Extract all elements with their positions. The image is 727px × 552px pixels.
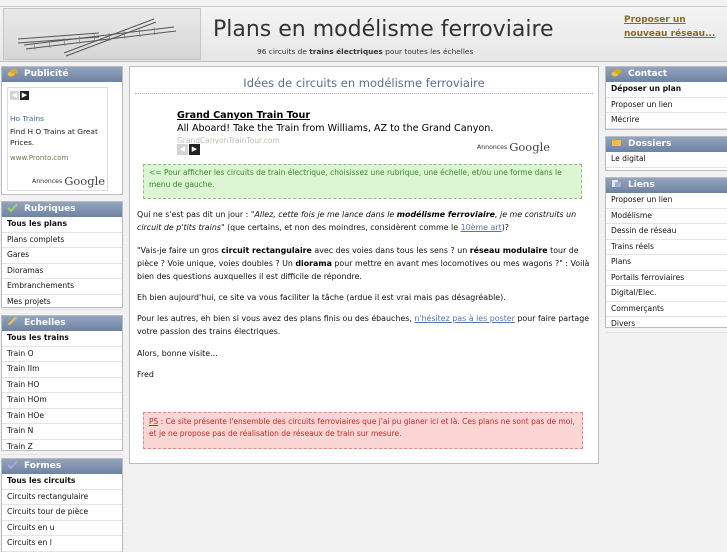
p2-text-e: tour de pièce ? Voie unique, voies doubles ? Un — [137, 246, 579, 268]
formes-header — [2, 459, 122, 474]
p1-text-f: )? — [501, 222, 509, 232]
greeting-paragraph: Alors, bonne visite... — [137, 349, 218, 358]
signature: Fred — [137, 370, 154, 379]
coins-icon — [611, 68, 622, 77]
next-arrow-icon[interactable]: ▶ — [189, 144, 200, 155]
echelles-item[interactable]: Train IIm — [2, 362, 122, 378]
main-ad-title[interactable]: Grand Canyon Train Tour — [177, 110, 311, 121]
ads-by-google[interactable] — [477, 140, 550, 154]
main-ad-nav — [177, 144, 201, 155]
p1-text-b: Allez, cette fois je me lance dans le — [254, 210, 397, 219]
site-logo[interactable] — [3, 8, 201, 60]
p2-text-d: réseau modulaire — [469, 246, 548, 255]
p4-text-a: Pour les autres, eh bien si vous avez des plans finis ou des ébauches, — [137, 314, 415, 323]
site-title: Plans en modélisme ferroviaire — [213, 17, 554, 42]
p2-text-c: avec des voies dans tous les sens ? un — [311, 246, 470, 255]
p1-text-a: Qui ne s'est pas dit un jour : " — [137, 210, 255, 219]
formes-title: Formes — [24, 461, 62, 471]
rubriques-title: Rubriques — [24, 204, 76, 214]
p2-text-g: pour mettre en avant mes locomotives ou mes wagons ?" : Voilà bien des questions auxquelles il est difficile de répondre. — [137, 258, 590, 281]
share-paragraph — [137, 313, 592, 339]
contact-box — [605, 66, 727, 130]
title-divider — [135, 93, 593, 94]
ps-label: PS — [149, 417, 159, 426]
tenth-art-link[interactable]: 10ème art — [460, 222, 502, 232]
echelles-item[interactable]: Train O — [2, 347, 122, 363]
echelles-item[interactable]: Train Z — [2, 440, 122, 456]
contact-header — [606, 67, 727, 82]
info-message: <= Pour afficher les circuits de train électrique, choisissez une rubrique, une échelle, et/ou une forme dans le menu de gauche. — [143, 164, 582, 199]
formes-list — [2, 474, 122, 552]
rubriques-item[interactable]: Tous les plans — [2, 217, 122, 233]
liens-item[interactable]: Modélisme — [606, 209, 727, 225]
train-track-logo-icon — [4, 9, 200, 59]
pencil-icon — [7, 317, 18, 326]
liens-item[interactable]: Dessin de réseau — [606, 224, 727, 240]
site-subtitle — [257, 47, 473, 56]
liens-item[interactable]: Proposer un lien — [606, 193, 727, 209]
publicite-box — [1, 66, 123, 195]
contact-item[interactable]: Proposer un lien — [606, 98, 727, 114]
rubriques-item[interactable]: Mes projets — [2, 295, 122, 311]
contact-item[interactable]: Mécrire — [606, 113, 727, 129]
page-title: Idées de circuits en modélisme ferroviaire — [243, 76, 485, 90]
formes-item[interactable]: Circuits en u — [2, 521, 122, 537]
coins-icon — [7, 68, 18, 77]
left-ad-url[interactable]: www.Pronto.com — [10, 154, 69, 162]
rubriques-item[interactable]: Embranchements — [2, 279, 122, 295]
dossiers-box — [605, 136, 727, 171]
echelles-title: Echelles — [24, 318, 66, 328]
rubriques-box — [1, 201, 123, 308]
main-content — [129, 66, 599, 464]
main-ad-text[interactable]: All Aboard! Take the Train from Williams, AZ to the Grand Canyon. — [177, 123, 494, 134]
check-icon — [7, 203, 18, 212]
left-ad-title[interactable]: Ho Trains — [10, 114, 45, 123]
echelles-box — [1, 315, 123, 451]
dossiers-item[interactable]: Le digital — [606, 152, 727, 168]
echelles-item[interactable]: Tous les trains — [2, 331, 122, 347]
rubriques-list — [2, 217, 122, 310]
p2-text-b: circuit rectangulaire — [221, 246, 312, 255]
contact-item[interactable]: Déposer un plan — [606, 82, 727, 98]
formes-item[interactable]: Tous les circuits — [2, 474, 122, 490]
left-ad-text[interactable]: Find H O Trains at Great Prices. — [10, 127, 98, 147]
echelles-item[interactable]: Train HOm — [2, 393, 122, 409]
liens-list — [606, 193, 727, 333]
liens-title: Liens — [628, 180, 655, 190]
liens-box — [605, 177, 727, 328]
post-plans-link[interactable]: n'hésitez pas à les poster — [414, 314, 515, 323]
google-logo: Google — [64, 174, 106, 188]
contact-list — [606, 82, 727, 129]
publicite-title: Publicité — [24, 69, 69, 79]
formes-item[interactable]: Circuits tour de pièce — [2, 505, 122, 521]
prev-arrow-icon[interactable]: ◀ — [177, 144, 188, 155]
main-ad-url[interactable]: GrandCanyonTrainTour.com — [177, 136, 280, 144]
ad-nav — [10, 91, 30, 100]
formes-item[interactable]: Circuits en l — [2, 536, 122, 552]
contact-title: Contact — [628, 69, 668, 79]
liens-header — [606, 178, 727, 193]
rubriques-item[interactable]: Dioramas — [2, 264, 122, 280]
p4-text-b: pour faire partage votre passion des trains électriques. — [137, 314, 590, 336]
liens-item[interactable]: Plans — [606, 255, 727, 271]
site-header — [0, 6, 727, 62]
rubriques-header — [2, 202, 122, 217]
ads-by-label: Annonces — [477, 144, 508, 151]
p1-text-d: , je me construits un circuit de p'tits trains — [137, 210, 577, 232]
subtitle-pre: 96 circuits de — [257, 47, 310, 56]
liens-item[interactable]: Trains réels — [606, 240, 727, 256]
echelles-item[interactable]: Train HOe — [2, 409, 122, 425]
google-logo: Google — [509, 140, 551, 154]
liens-item[interactable]: Divers — [606, 317, 727, 333]
publicite-header — [2, 67, 122, 82]
ads-by-label: Annonces — [32, 178, 63, 185]
intro-paragraph — [137, 209, 592, 235]
propose-link-line1: Proposer un — [624, 15, 686, 25]
subtitle-post: pour toutes les échelles — [382, 47, 474, 56]
disclaimer-text: : Ce site présente l'ensemble des circuits ferroviaires que j'ai pu glaner ici et là. Ces plans ne sont pas de moi, et je ne propose pas de réalisation de réseaux de train sur mesure. — [149, 417, 575, 438]
liens-item[interactable]: Digital/Elec. — [606, 286, 727, 302]
liens-item[interactable]: Portails ferroviaires — [606, 271, 727, 287]
prev-arrow-icon[interactable]: ◀ — [11, 91, 18, 99]
echelles-list — [2, 331, 122, 455]
help-paragraph: Eh bien aujourd'hui, ce site va vous faciliter la tâche (ardue il est vrai mais pas désagréable). — [137, 293, 506, 302]
check-icon — [7, 460, 18, 469]
propose-network-link[interactable] — [624, 13, 720, 41]
dossiers-header — [606, 137, 727, 152]
questions-paragraph — [137, 245, 592, 283]
formes-box — [1, 458, 123, 552]
formes-item[interactable]: Circuits rectangulaire — [2, 490, 122, 506]
rubriques-item[interactable]: Gares — [2, 248, 122, 264]
echelles-item[interactable]: Train N — [2, 424, 122, 440]
p1-text-e: " (que certains, et non des moindres, considèrent comme le — [220, 222, 461, 232]
liens-item[interactable]: Commerçants — [606, 302, 727, 318]
propose-link-line2: nouveau réseau... — [624, 29, 716, 39]
p2-text-f: diorama — [295, 258, 332, 268]
next-arrow-icon[interactable]: ▶ — [21, 91, 28, 99]
p1-text-c: modélisme ferroviaire — [396, 210, 495, 219]
folder-icon — [611, 138, 622, 147]
subtitle-bold: trains électriques — [309, 47, 383, 56]
echelles-item[interactable]: Train HO — [2, 378, 122, 394]
dossiers-list — [606, 152, 727, 168]
dossiers-title: Dossiers — [628, 139, 672, 149]
rubriques-item[interactable]: Plans complets — [2, 233, 122, 249]
ads-by-google[interactable] — [32, 174, 105, 188]
p2-text-a: "Vais-je faire un gros — [137, 246, 222, 255]
link-icon — [611, 179, 622, 188]
disclaimer-message — [143, 412, 583, 449]
left-ad[interactable] — [7, 87, 108, 191]
echelles-header — [2, 316, 122, 331]
